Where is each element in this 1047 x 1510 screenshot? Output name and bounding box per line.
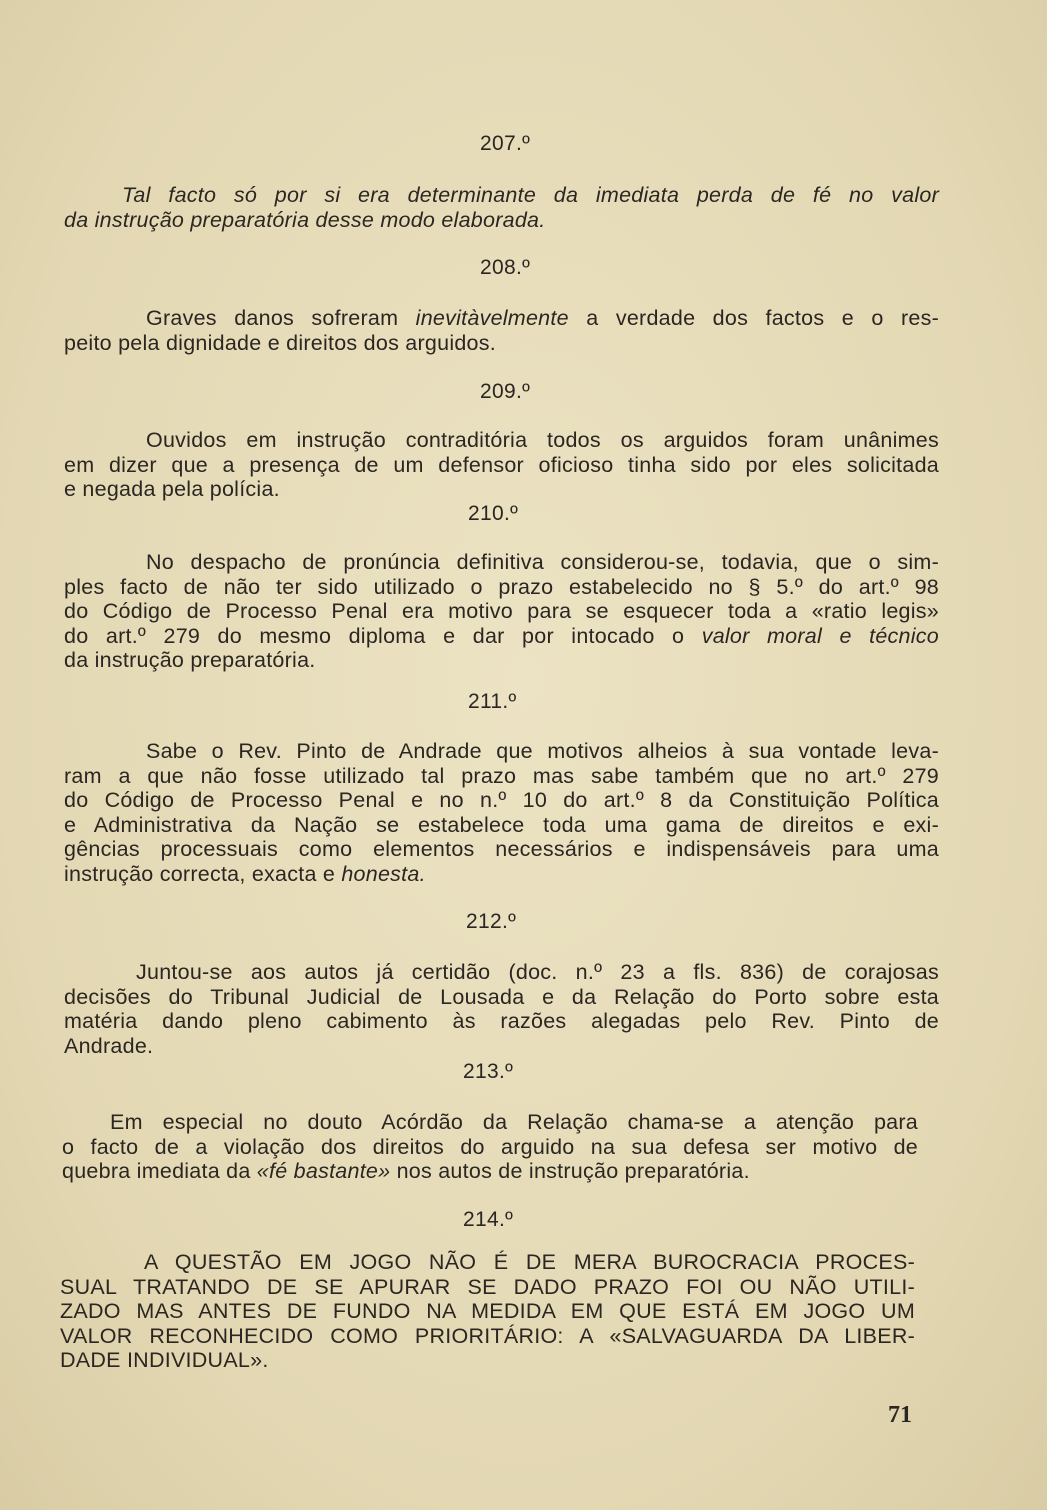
text-line: e negada pela polícia. bbox=[64, 477, 280, 501]
text-line: Andrade. bbox=[64, 1033, 154, 1058]
text-line: peito pela dignidade e direitos dos arguidos. bbox=[64, 330, 496, 355]
text-line: do art.º 279 do mesmo diploma e dar por intocado o valor moral e técnico bbox=[64, 623, 939, 648]
text-line: o facto de a violação dos direitos do arguido na sua defesa ser motivo de bbox=[62, 1134, 918, 1159]
article-number-213: 213.º bbox=[463, 1060, 514, 1083]
text-line: decisões do Tribunal Judicial de Lousada e da Relação do Porto sobre esta bbox=[64, 984, 939, 1009]
article-number-209: 209.º bbox=[480, 380, 531, 403]
article-number-207: 207.º bbox=[480, 132, 531, 155]
text-line: Juntou-se aos autos já certidão (doc. n.º 23 a fls. 836) de corajosas bbox=[136, 960, 939, 984]
article-214-text bbox=[60, 1250, 915, 1373]
article-208-text bbox=[64, 306, 939, 355]
article-207-text bbox=[64, 183, 939, 232]
article-number-208: 208.º bbox=[480, 256, 531, 279]
emphasis: valor moral e técnico bbox=[701, 623, 939, 648]
text-line: DADE INDIVIDUAL». bbox=[60, 1348, 269, 1372]
article-210-text bbox=[64, 550, 939, 673]
text-line: instrução correcta, exacta e honesta. bbox=[64, 861, 426, 886]
article-number-210: 210.º bbox=[468, 502, 519, 525]
text-line: gências processuais como elementos necessários e indispensáveis para uma bbox=[64, 837, 939, 861]
emphasis: honesta. bbox=[341, 861, 426, 886]
page-number: 71 bbox=[888, 1402, 912, 1428]
article-212-text bbox=[64, 960, 939, 1058]
text-line: No despacho de pronúncia definitiva considerou-se, todavia, que o sim- bbox=[146, 550, 939, 574]
text-line: Sabe o Rev. Pinto de Andrade que motivos alheios à sua vontade leva- bbox=[146, 739, 939, 763]
article-number-214: 214.º bbox=[463, 1208, 514, 1231]
text-line: Ouvidos em instrução contraditória todos os arguidos foram unânimes bbox=[146, 428, 939, 452]
text-line: quebra imediata da «fé bastante» nos autos de instrução preparatória. bbox=[62, 1159, 750, 1183]
article-number-211: 211.º bbox=[468, 690, 517, 713]
text-line: em dizer que a presença de um defensor oficioso tinha sido por eles solicitada bbox=[64, 452, 939, 477]
text-line: A QUESTÃO EM JOGO NÃO É DE MERA BUROCRACIA PROCES- bbox=[144, 1250, 915, 1274]
text-line: ram a que não fosse utilizado tal prazo mas sabe também que no art.º 279 bbox=[64, 763, 939, 788]
emphasis: inevitàvelmente bbox=[415, 306, 569, 330]
text-line: e Administrativa da Nação se estabelece toda uma gama de direitos e exi- bbox=[64, 812, 939, 837]
text-line: do Código de Processo Penal e no n.º 10 do art.º 8 da Constituição Política bbox=[64, 788, 939, 812]
article-213-text bbox=[62, 1110, 918, 1184]
text-line: ZADO MAS ANTES DE FUNDO NA MEDIDA EM QUE ESTÁ EM JOGO UM bbox=[60, 1299, 915, 1323]
article-211-text bbox=[64, 739, 939, 886]
text-line: VALOR RECONHECIDO COMO PRIORITÁRIO: A «SALVAGUARDA DA LIBER- bbox=[60, 1323, 915, 1348]
text-line: Tal facto só por si era determinante da imediata perda de fé no valor bbox=[122, 183, 939, 207]
article-209-text bbox=[64, 428, 939, 502]
text-line: Em especial no douto Acórdão da Relação chama-se a atenção para bbox=[110, 1110, 918, 1134]
text-line: Graves danos sofreram inevitàvelmente a verdade dos factos e o res- bbox=[146, 306, 940, 330]
text-line: matéria dando pleno cabimento às razões alegadas pelo Rev. Pinto de bbox=[64, 1009, 939, 1033]
article-number-212: 212.º bbox=[466, 910, 517, 933]
text-line: da instrução preparatória. bbox=[64, 648, 316, 672]
text-line: ples facto de não ter sido utilizado o prazo estabelecido no § 5.º do art.º 98 bbox=[64, 574, 939, 599]
emphasis: «fé bastante» bbox=[256, 1159, 391, 1183]
text-line: do Código de Processo Penal era motivo para se esquecer toda a «ratio legis» bbox=[64, 599, 939, 623]
text-line: da instrução preparatória desse modo elaborada. bbox=[64, 207, 546, 232]
text-line: SUAL TRATANDO DE SE APURAR SE DADO PRAZO FOI OU NÃO UTILI- bbox=[60, 1274, 915, 1299]
